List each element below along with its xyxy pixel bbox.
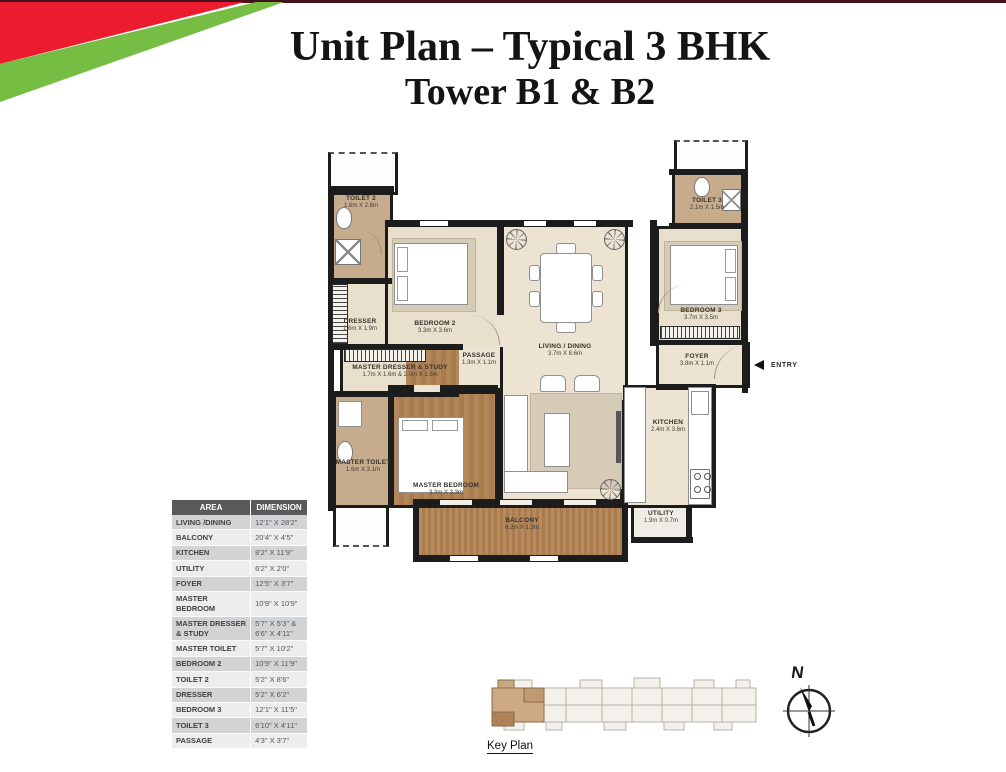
table-row [172,672,308,687]
area-cell: BEDROOM 3 [172,702,251,717]
title-line-1: Unit Plan – Typical 3 BHK [289,24,771,70]
fan-symbol [506,229,527,250]
room-label-master-toilet [333,459,393,474]
table-row [172,616,308,641]
room-dim: 1.6m X 3.1m [345,466,380,473]
wall [388,394,394,508]
entry-arrow-icon [754,360,764,370]
room-label-bedroom-2 [390,320,480,335]
window [420,221,448,226]
compass-n-glyph: N [790,663,806,682]
room-dim: 1.3m X 1.1m [461,359,496,366]
table-row [172,561,308,576]
table-row [172,702,308,717]
table-header-row [172,500,308,515]
title-line-2: Tower B1 & B2 [404,71,656,114]
area-table [172,500,308,749]
area-header: AREA [172,500,251,515]
coffee-table-symbol [544,413,570,467]
room-dim: 3.7m X 8.6m [547,350,582,357]
area-cell: TOILET 3 [172,718,251,733]
floor-plan [328,135,806,573]
stove-symbol [690,469,710,499]
room-dim: 3.8m X 1.1m [679,360,714,367]
armchair-symbol [540,375,566,392]
room-balcony [416,505,626,561]
wall [328,186,394,192]
room-dim: 1.7m X 1.6m & 2.0m X 1.5m [362,371,438,378]
room-name: BEDROOM 3 [680,307,722,314]
room-dim: 3.7m X 3.5m [683,314,718,321]
dimension-cell: 12'1" X 28'2" [251,515,308,530]
balcony-door [500,500,532,505]
wardrobe-strip [660,326,740,339]
room-label-master-bedroom [401,482,491,497]
dimension-cell: 5'7" X 10'2" [251,641,308,656]
window [574,221,596,226]
wall [631,537,693,543]
chair-symbol [592,291,603,307]
balcony-rail-gap [450,556,478,561]
table-row [172,687,308,702]
chair-symbol [529,291,540,307]
fan-symbol [604,229,625,250]
room-label-bedroom-3 [656,307,746,322]
table-row [172,733,308,748]
wardrobe-strip [332,284,348,344]
deck-bottom-left [333,505,389,547]
room-name: MASTER BEDROOM [413,482,479,489]
area-cell: KITCHEN [172,545,251,560]
dimension-cell: 12'1" X 11'5" [251,702,308,717]
room-dim: 2.4m X 3.6m [650,426,685,433]
table-row [172,641,308,656]
room-name: KITCHEN [652,419,684,426]
chair-symbol [592,265,603,281]
room-label-toilet-2 [316,195,406,210]
room-name: TOILET 3 [691,197,722,204]
toilet-wc-symbol [336,207,352,229]
armchair-symbol [574,375,600,392]
sofa-symbol [504,471,568,493]
balcony-rail-gap [530,556,558,561]
wall [669,169,748,175]
pillow [397,247,408,272]
room-label-balcony [477,517,567,532]
room-name: MASTER DRESSER & STUDY [352,364,448,371]
area-cell: MASTER BEDROOM [172,591,251,616]
dimension-cell: 12'5" X 3'7" [251,576,308,591]
room-dim: 1.6m X 2.6m [343,202,378,209]
table-row [172,515,308,530]
wall [495,388,502,508]
balcony-door [564,500,596,505]
room-name: LIVING / DINING [538,343,592,350]
table-row [172,545,308,560]
wall [650,220,657,346]
dimension-cell: 10'9" X 10'9" [251,591,308,616]
north-compass-icon [778,654,840,746]
room-dim: 1.9m X 0.7m [643,517,678,524]
area-cell: MASTER TOILET [172,641,251,656]
pillow [397,276,408,301]
pillow [402,420,428,431]
room-label-living-dining [520,343,610,358]
area-cell: TOILET 2 [172,672,251,687]
room-name: FOYER [685,353,709,360]
table-row [172,576,308,591]
room-label-master-dresser-study [340,364,460,379]
room-dim: 3.3m X 3.6m [417,327,452,334]
wall [669,223,748,229]
tv-unit-symbol [616,411,621,463]
dimension-cell: 6'10" X 4'11" [251,718,308,733]
table-row [172,718,308,733]
entry-label: ENTRY [771,362,798,369]
room-label-foyer [652,353,742,368]
dimension-cell: 8'2" X 11'9" [251,545,308,560]
room-name: PASSAGE [462,352,496,359]
pillow [725,277,736,301]
kitchen-sink-symbol [691,391,709,415]
wall [416,555,628,562]
dimension-cell: 5'7" X 5'3" & 6'6" X 4'11" [251,616,308,641]
dimension-cell: 5'2" X 6'2" [251,687,308,702]
area-cell: BALCONY [172,530,251,545]
area-cell: FOYER [172,576,251,591]
key-plan-thumbnail [484,674,764,743]
dimension-cell: 6'2" X 2'0" [251,561,308,576]
dimension-cell: 4'3" X 3'7" [251,733,308,748]
pillow [432,420,458,431]
dimension-header: DIMENSION [251,500,308,515]
kitchen-counter [624,387,646,503]
room-name: MASTER TOILET [335,459,391,466]
fan-symbol [600,479,621,500]
table-row [172,530,308,545]
area-cell: BEDROOM 2 [172,656,251,671]
room-label-toilet-3 [662,197,752,212]
area-cell: MASTER DRESSER & STUDY [172,616,251,641]
toilet-wc-symbol [694,177,710,197]
sofa-symbol [504,395,528,479]
room-name: DRESSER [343,318,377,325]
page-title [150,24,910,114]
wall [388,385,498,392]
room-label-kitchen [623,419,713,434]
compass [778,654,840,751]
dimension-cell: 20'4" X 4'5" [251,530,308,545]
key-plan-label: Key Plan [487,740,534,752]
wall [622,499,628,562]
room-dim: 2.1m X 1.5m [689,204,724,211]
table-row [172,656,308,671]
dimension-cell: 5'2" X 8'6" [251,672,308,687]
chair-symbol [556,243,576,254]
key-plan-drawing [484,674,764,738]
area-cell: PASSAGE [172,733,251,748]
wall [658,340,744,344]
table-row [172,591,308,616]
room-name: BEDROOM 2 [414,320,456,327]
area-cell: UTILITY [172,561,251,576]
dimension-cell: 10'9" X 11'9" [251,656,308,671]
wall [413,499,419,562]
balcony-door [440,500,472,505]
wall [497,220,504,319]
chair-symbol [529,265,540,281]
area-cell: LIVING /DINING [172,515,251,530]
room-name: BALCONY [505,517,539,524]
room-label-utility [616,510,706,525]
window [524,221,546,226]
dining-table-symbol [540,253,592,323]
room-dim: 3.3m X 3.3m [428,489,463,496]
room-dim: 6.2m X 1.3m [504,524,539,531]
washbasin-symbol [338,401,362,427]
room-name: UTILITY [648,510,674,517]
door-opening [414,385,440,392]
pillow [725,249,736,273]
wardrobe-strip [344,349,426,362]
area-cell: DRESSER [172,687,251,702]
room-dim: 1.6m X 1.9m [342,325,377,332]
chair-symbol [556,322,576,333]
room-name: TOILET 2 [345,195,376,202]
